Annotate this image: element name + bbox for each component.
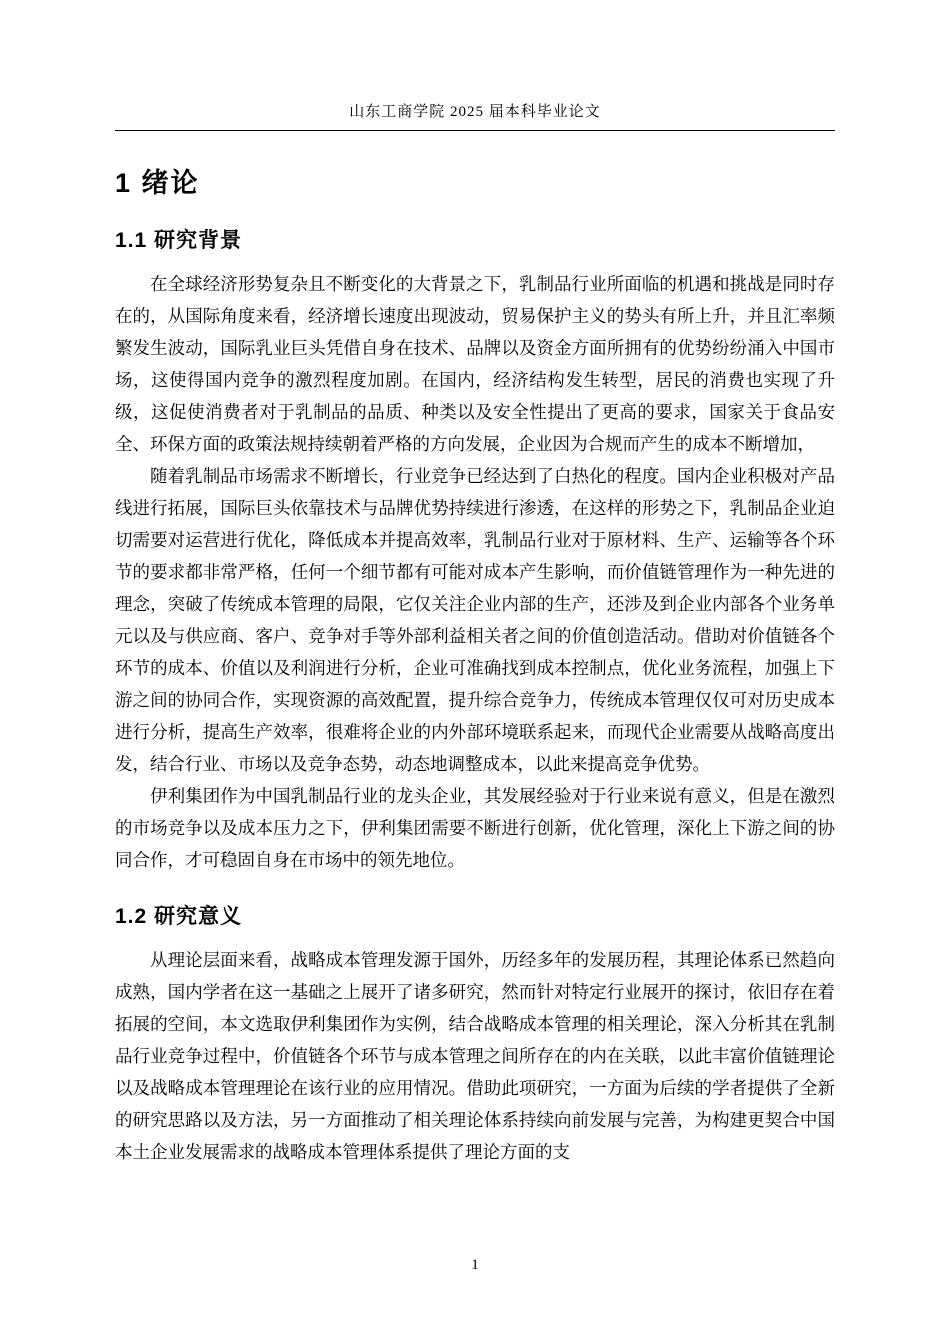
paragraph: 在全球经济形势复杂且不断变化的大背景之下，乳制品行业所面临的机遇和挑战是同时存在的，从国际角度来看，经济增长速度出现波动，贸易保护主义的势头有所上升，并且汇率频繁发生波动，国际乳业巨头凭借自身在技术、品牌以及资金方面所拥有的优势纷纷涌入中国市场，这使得国内竞争的激烈程度加剧。在国内，经济结构发生转型，居民的消费也实现了升级，这促使消费者对于乳制品的品质、种类以及安全性提出了更高的要求，国家关于食品安全、环保方面的政策法规持续朝着严格的方向发展，企业因为合规而产生的成本不断增加， — [115, 274, 835, 454]
section-title-research-background: 1.1 研究背景 — [115, 229, 243, 252]
section-title-research-significance: 1.2 研究意义 — [115, 905, 243, 928]
page-number: 1 — [471, 1257, 479, 1273]
paragraph: 伊利集团作为中国乳制品行业的龙头企业，其发展经验对于行业来说有意义，但是在激烈的市场竞争以及成本压力之下，伊利集团需要不断进行创新，优化管理，深化上下游之间的协同合作，才可稳固自身在市场中的领先地位。 — [115, 786, 835, 870]
paragraph: 从理论层面来看，战略成本管理发源于国外，历经多年的发展历程，其理论体系已然趋向成熟，国内学者在这一基础之上展开了诸多研究，然而针对特定行业展开的探讨，依旧存在着拓展的空间，本文选取伊利集团作为实例，结合战略成本管理的相关理论，深入分析其在乳制品行业竞争过程中，价值链各个环节与成本管理之间所存在的内在关联，以此丰富价值链理论以及战略成本管理理论在该行业的应用情况。借助此项研究，一方面为后续的学者提供了全新的研究思路以及方法，另一方面推动了相关理论体系持续向前发展与完善，为构建更契合中国本土企业发展需求的战略成本管理体系提供了理论方面的支 — [115, 950, 835, 1162]
paragraph: 随着乳制品市场需求不断增长，行业竞争已经达到了白热化的程度。国内企业积极对产品线进行拓展，国际巨头依靠技术与品牌优势持续进行渗透，在这样的形势之下，乳制品企业迫切需要对运营进行优化，降低成本并提高效率，乳制品行业对于原材料、生产、运输等各个环节的要求都非常严格，任何一个细节都有可能对成本产生影响，而价值链管理作为一种先进的理念，突破了传统成本管理的局限，它仅关注企业内部的生产，还涉及到企业内部各个业务单元以及与供应商、客户、竞争对手等外部利益相关者之间的价值创造活动。借助对价值链各个环节的成本、价值以及利润进行分析，企业可准确找到成本控制点，优化业务流程，加强上下游之间的协同合作，实现资源的高效配置，提升综合竞争力，传统成本管理仅仅可对历史成本进行分析，提高生产效率，很难将企业的内外部环境联系起来，而现代企业需要从战略高度出发，结合行业、市场以及竞争态势，动态地调整成本，以此来提高竞争优势。 — [115, 466, 835, 774]
chapter-title: 1 绪论 — [115, 168, 200, 198]
page-header: 山东工商学院 2025 届本科毕业论文 — [115, 100, 835, 131]
